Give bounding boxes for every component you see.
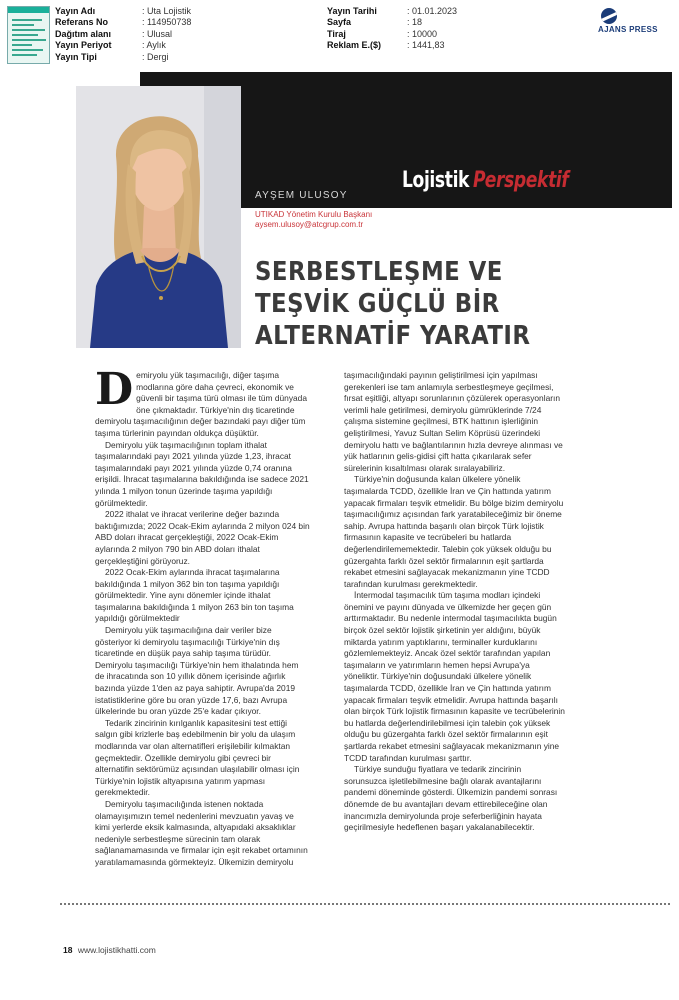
meta-row [55,29,191,40]
article-paragraph: Türkiye sunduğu fiyatlara ve tedarik zincirinin sorunsuzca işletilebilmesine bağlı olarak avantajlarını pandemi döneminde gösterdi. Ülkemizin pandemi sonrası dönemde de bu avantajları devam ettirebileceğine olan inancımızla demiryolunda proje seferberliğinin hayata geçirilmesiyle hedeflenen başarı yakalanabilecektir. [344,764,558,833]
author-email[interactable]: aysem.ulusoy@atcgrup.com.tr [255,220,364,229]
drop-cap: D [95,364,134,415]
article-paragraph: taşımacılığındaki payının geliştirilmesi için yapılması gerekenleri ise tam anlamıyla serbestleşmeye geçilmesi, fırsat eşitliği, altyapı sorunlarının çözülerek operasyonların verimli hale getirilmesi, demiryolu gümrüklerinde 7/24 çalışma sistemine geçilmesi, BTK hattının işlerliğinin geliştirilmesi, Yavuz Sultan Selim Köprüsü üzerindeki demiryolu hattı ve bağlantılarının hızla devreye alınması ve yük hatlarının gelis-gidisi çift hatta çıkarılarak sefer sürelerinin kısaltılması olarak sıralayabiliriz. [344,370,563,473]
meta-value: : Dergi [142,51,169,62]
headline-line: TEŞVİK GÜÇLÜ BİR [255,289,500,319]
article-paragraph: İntermodal taşımacılık tüm taşıma modları içindeki önemini ve payını dünyada ve ülkemizde her geçen gün arttırmaktadır. Bu nedenle intermodal taşımacılıkta bugün birçok özel sektör lojistik şirketinin yer aldığını, büyük miktarda yatırım yaptıklarını, terminaller kurduklarını gözlemlemekteyiz. Ancak özel sektör tarafından yapılan taşımaların ve yatırımların hemen hepsi Avrupa'ya yöneliktir. Türkiye'nin doğusundaki ülkelere yönelik taşımalarda TCDD, özellikle İran ve Çin hattında yatırım yapacak firmaları teşvik etmelidir. Avrupa hattında başarılı olan birçok Türk lojistik firmasının kapasite ve tecrübelerinin bu hatlarda değerlendirilebilmesi için talebin çok yüksek olduğu bu güzergahta farklı özel sektör firmalarının eşit şartlarda rekabet etmesini sağlayacak mekanizmanın yine TCDD tarafından kurulması şarttır. [344,590,565,763]
meta-key: Yayın Adı [55,6,96,16]
meta-key: Yayın Periyot [55,40,112,51]
meta-value: : 01.01.2023 [407,6,458,16]
article-paragraph: Demiryolu taşımacılığında istenen noktada olamayışımızın temel nedenlerini mevzuatın yavaş ve kimi yerlerde eksik kalmasında, altyapıdaki aksaklıklar nedeniyle serbestleşme sürecinin tam olarak sağlanamamasında ve firmalar için eşit rekabet ortamının yaratılamamasında görmekteyiz. Ülkemizin demiryolu [95,798,308,867]
meta-row [55,40,191,51]
headline-line: ALTERNATİF YARATIR [255,321,531,351]
article-paragraph: Demiryolu yük taşımacılığına dair veriler bize gösteriyor ki demiryolu taşımacılığı Türkiye'nin dış ticaretinde en düşük paya sahip taşıma türüdür. Demiryolu taşımacılığı Türkiye'nin hem ithalatında hem de ihracatında son 10 yıllık dönem içerisinde ağırlık bazında yüzde 1'den az paya sahiptir. Avrupa'da 2019 istatistiklerine göre bu oran yüzde 17,6, bazı Avrupa ülkelerinde bu oran yüzde 25'e kadar çıkıyor. [95,625,299,717]
dotted-divider [60,903,670,905]
clipping-meta-left [55,6,191,63]
article-paragraph: 2022 ithalat ve ihracat verilerine değer bazında baktığımızda; 2022 Ocak-Ekim aylarında 2 milyon 024 bin ABD doları ihracat gerçekleştiği, 2022 Ocak-Ekim aylarında 2 milyon 790 bin ABD doları ithalat gerçekleştiğini görüyoruz. [95,509,310,566]
meta-row [327,17,457,28]
article-paragraph: Demiryolu yük taşımacılığının toplam ithalat taşımalarındaki payı 2021 yılında yüzde 1,23, ihracat taşımalarındaki payı 2021 yılında yüzde 0,74 oranına erişildi. İhracat taşımalarına bakıldığında ise sadece 2021 yılında 1 milyon tonun üzerinde taşıma yapıldığı görülmektedir. [95,439,309,508]
globe-icon [601,8,617,24]
meta-key: Referans No [55,17,109,28]
ajans-press-logo [598,8,674,38]
headline-line: SERBESTLEŞME VE [255,257,503,287]
meta-row [327,40,457,51]
paragraph-text: emiryolu yük taşımacılığı, diğer taşıma modlarına göre daha çevreci, ekonomik ve güvenli bir taşıma türü olması ile tüm dünyada öne çıkmaktadır. Türkiye'nin dış ticaretinde demiryolu taşımacılığının değer bazındaki payı diğer tüm taşıma türlerinin payından oldukça düşüktür. [95,370,307,438]
meta-value: : Aylık [142,40,166,51]
brand-lojistik: Lojistik [402,168,470,193]
page-number: 18 [63,945,73,955]
meta-row [327,6,457,17]
author-name: AYŞEM ULUSOY [255,190,348,201]
page-footer [63,945,156,955]
article-paragraph: 2022 Ocak-Ekim aylarında ihracat taşımalarına bakıldığında 1 milyon 362 bin ton taşıma yapıldığı görülmektedir. Yine aynı dönemler içinde ithalat taşımalarına bakıldığında 1 milyon 263 bin ton taşıma yapıldığı görülmektedir [95,567,294,624]
meta-key: Dağıtım alanı [55,28,112,39]
meta-row [55,17,191,28]
meta-value: : 10000 [407,28,438,39]
clipping-meta-right [327,6,457,52]
author-photo [76,86,241,348]
clipping-header [0,0,679,68]
logo-text: AJANS PRESS [598,25,658,34]
article-paragraph [95,364,310,440]
meta-value: : 114950738 [142,17,192,28]
column-brand [402,168,568,193]
page-thumbnail[interactable] [7,6,50,64]
meta-value: : 18 [407,17,423,28]
article-column-left [95,364,310,869]
meta-row [55,52,191,63]
meta-value: : Ulusal [142,28,173,39]
article-paragraph: Tedarik zincirinin kırılganlık kapasitesini test ettiği salgın gibi krizlerle baş edebilmenin bir yolu da ulaşım modlarında var olan alternatifleri erişilebilir kılmaktan geçmektedir. Özellikle demiryolu gibi çevreci bir alternatifin sektörümüz açısından ulaşılabilir olması için Türkiye'nin lojistik altyapısına yatırım yapması gerekmektedir. [95,717,300,798]
meta-key: Yayın Tipi [55,51,97,62]
article-paragraph: Türkiye'nin doğusunda kalan ülkelere yönelik taşımalarda TCDD, özellikle İran ve Çin hattında yatırım yapacak firmaları teşvik etmelidir. Bu bölge bizim demiryolu taşımacılığımız açısından fark yaratabileceğimiz bir öneme sahip. Avrupa hattında başarılı olan birçok Türk lojistik firmasının kapasite ve tecrübeleri bu hatlarda değerlendirilememektedir. Talebin çok yüksek olduğu bu güzergahta farklı özel sektör firmalarının eşit şartlarda rekabet etmesini sağlayacak mekanizmanın yine TCDD tarafından kurulması gerekmektedir. [344,474,564,589]
meta-row [55,6,191,17]
footer-website[interactable]: www.lojistikhatti.com [77,945,156,955]
meta-row [327,29,457,40]
meta-key: Yayın Tarihi [327,6,377,16]
meta-key: Sayfa [327,17,352,28]
article-headline [255,256,635,352]
brand-perspektif: Perspektif [473,168,569,193]
meta-value: : 1441,83 [407,40,445,51]
author-role: UTIKAD Yönetim Kurulu Başkanı [255,210,373,219]
meta-key: Reklam E.($) [327,40,382,51]
meta-value: : Uta Lojistik [142,6,192,16]
meta-key: Tiraj [327,28,346,39]
article-column-right [344,370,566,834]
